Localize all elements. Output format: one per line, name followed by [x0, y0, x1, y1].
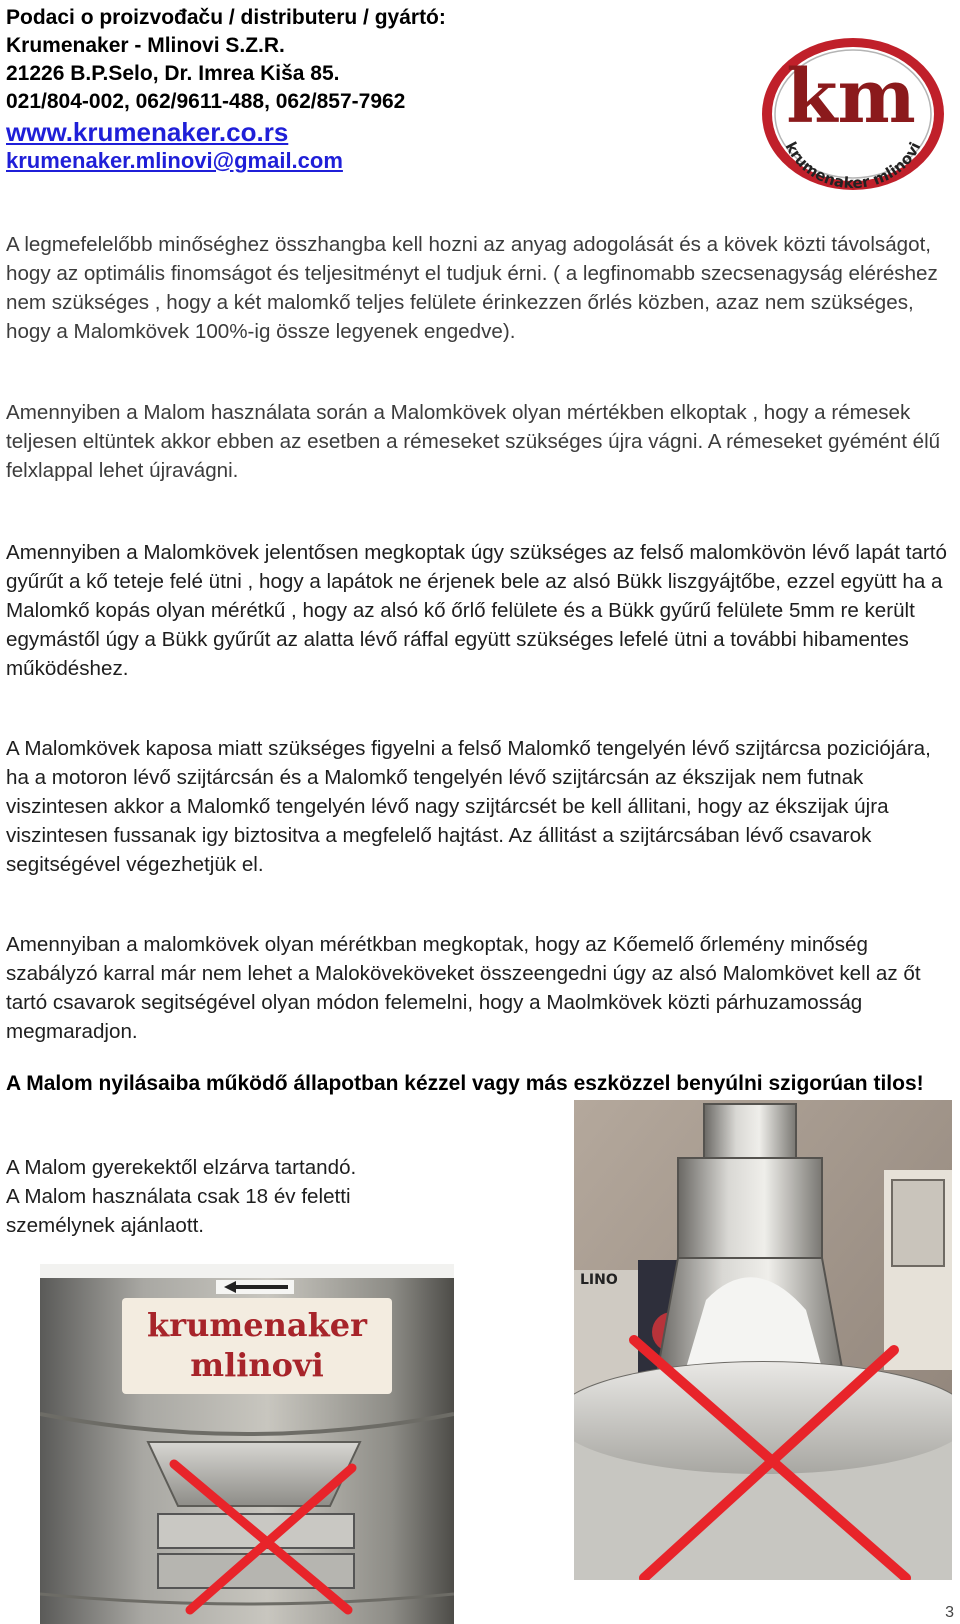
website-link[interactable]: www.krumenaker.co.rs	[6, 117, 289, 147]
sign-word-2: mlinovi	[190, 1346, 324, 1384]
sign-word-1: krumenaker	[147, 1306, 367, 1344]
company-phones: 021/804-002, 062/9611-488, 062/857-7962	[6, 90, 406, 113]
company-address: 21226 B.P.Selo, Dr. Imrea Kiša 85.	[6, 62, 340, 85]
paragraph-adjustment: A legmefelelőbb minőséghez összhangba kell hozni az anyag adogolását és a kövek közti távolságot, hogy az optimális finomságot és teljesitményt el tudjuk érni. ( a legfinomabb szecsenagyság eléréshez nem szükséges , hogy a két malomkő teljes felülete érinkezzen őrlés közben, azaz nem szükséges, hogy a Malomkövek 100%-ig össze legyenek engedve).	[6, 233, 938, 343]
company-name: Krumenaker - Mlinovi S.Z.R.	[6, 34, 285, 57]
paragraph-pulley: A Malomkövek kaposa miatt szükséges figyelni a felső Malomkő tengelyén lévő szijtárcsa poziciójára, ha a motoron lévő szijtárcsán és a Malomkő tengelyén lévő szijtárcsán az ékszijak nem futnak viszintesen akkor a Malomkő tengelyén lévő nagy szijtárcsét be kell állitani, hogy az ékszijak újra viszintesen fussanak igy biztositva a megfelelő hajtást. Az állitást a szijtárcsában lévő csavarok segitségével végezhetjük el.	[6, 737, 931, 876]
manufacturer-info	[6, 4, 726, 174]
logo-monogram: km	[786, 54, 916, 140]
header-line-1: Podaci o proizvođaču / distributeru / gyártó:	[6, 6, 446, 29]
paragraph-regrooving: Amennyiben a Malom használata során a Malomkövek olyan mértékben elkoptak , hogy a rémesek teljesen eltüntek akkor ebben az esetben a rémeseket szükséges újra vágni. A rémeseket gyémént élű felxlappal lehet újravágni.	[6, 401, 941, 482]
mill-outlet-photo	[40, 1264, 454, 1624]
logo-ring-text: krumenaker mlinovi	[781, 138, 925, 192]
km-logo	[760, 36, 946, 192]
safety-warning: A Malom nyilásaiba működő állapotban kézzel vagy más eszközzel benyúlni szigorúan tilos!	[6, 1072, 924, 1095]
mill-hopper-photo	[574, 1100, 952, 1580]
shop-sign-text: LINO	[580, 1272, 618, 1288]
paragraph-wear-ring: Amennyiben a Malomkövek jelentősen megkoptak úgy szükséges az felső malomkövön lévő lapát tartó gyűrűt a kő teteje felé ütni , hogy a lapátok ne érjenek bele az alsó Bükk liszgyájtőbe, ezzel együtt ha a Malomkő kopás olyan mérétkű , hogy az alsó kő őrlő felülete és a Bükk gyűrű felülete 5mm re került egymástől úgy a Bükk gyűrűt az alatta lévő ráffal együtt szükséges lefelé ütni a további hibamentes működéshez.	[6, 541, 947, 680]
email-link[interactable]: krumenaker.mlinovi@gmail.com	[6, 148, 343, 173]
page-number: 3	[945, 1604, 954, 1621]
paragraph-stone-lift: Amennyiban a malomkövek olyan mérétkban megkoptak, hogy az Kőemelő őrlemény minőség szabályzó karral már nem lehet a Maloköveköveket összeengedni úgy az alsó Malomkövet kell az őt tartó csavarok segitségével olyan módon felemelni, hogy a Maolmkövek közti párhuzamosság megmaradjon.	[6, 933, 921, 1043]
note-age: A Malom használata csak 18 év feletti személynek ajánlaott.	[6, 1185, 351, 1237]
note-children: A Malom gyerekektől elzárva tartandó.	[6, 1156, 357, 1179]
